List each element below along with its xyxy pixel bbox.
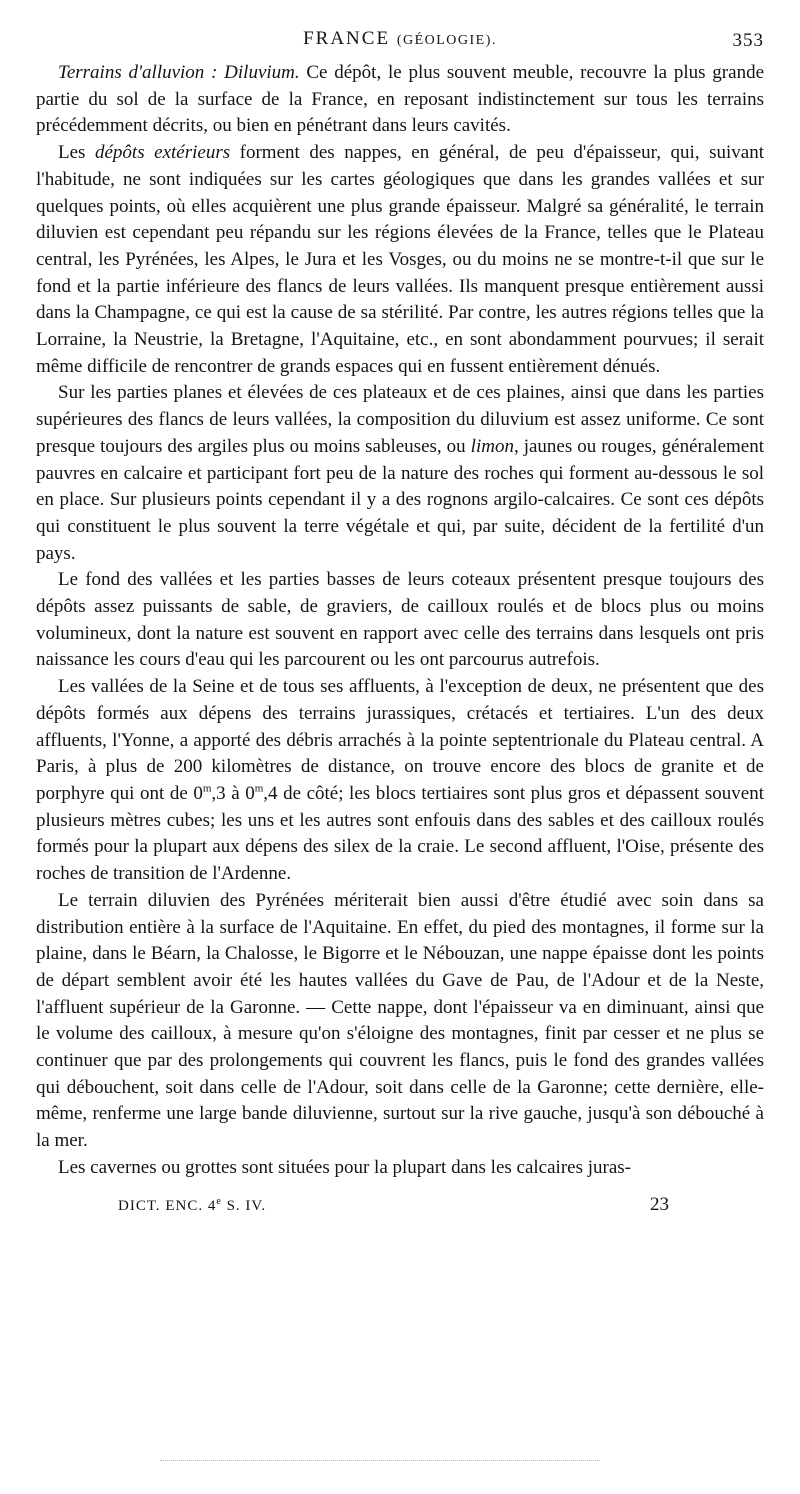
signature-superscript: e: [216, 1195, 222, 1207]
paragraph-text: forment des nappes, en général, de peu d'épaisseur, qui, suivant l'habitude, ne sont indiquées sur les cartes géologiques que dans les grandes vallées et sur quelques points, où elles acquièrent une plus grande épaisseur. Malgré sa généralité, le terrain diluvien est cependant peu répandu sur les régions élevées de la France, telles que le Plateau central, les Pyrénées, les Alpes, le Jura et les Vosges, ou du moins ne se montre-t-il que sur le fond et la partie inférieure des flancs de leurs vallées. Ils manquent presque entièrement aussi dans la Champagne, ce qui est la cause de sa stérilité. Par contre, les autres régions telles que la Lorraine, la Neustrie, la Bretagne, l'Aquitaine, etc., en sont abondamment pourvues; il serait même difficile de rencontrer de grands espaces qui en fussent entièrement dénués.: [36, 142, 764, 377]
unit-superscript: m: [254, 782, 264, 795]
paragraph-text: Le terrain diluvien des Pyrénées mériterait bien aussi d'être étudié avec soin dans sa distribution entière à la surface de l'Aquitaine. En effet, du pied des montagnes, il forme sur la plaine, dans le Béarn, la Chalosse, le Bigorre et le Nébouzan, une nappe épaisse dont les points de départ semblent avoir été les hautes vallées du Gave de Pau, de l'Adour et de la Neste, l'affluent supérieur de la Garonne. — Cette nappe, dont l'épaisseur va en diminuant, ainsi que le volume des cailloux, à mesure qu'on s'éloigne des montagnes, finit par cesser et ne plus se continuer que par des prolongements qui couvrent les flancs, puis le fond des grandes vallées qui débouchent, soit dans celle de l'Adour, soit dans celle de la Garonne; cette dernière, elle-même, renferme une large bande diluvienne, surtout sur la rive gauche, jusqu'à son débouché à la mer.: [36, 889, 764, 1152]
paragraph-text: ,4 de côté; les blocs tertiaires sont plus gros et dépassent souvent plusieurs mètres cubes; les uns et les autres sont enfouis dans des sables et des cailloux roulés formés pour la plupart aux dépens des silex de la craie. Le second affluent, l'Oise, présente des roches de transition de l'Ardenne.: [36, 782, 764, 885]
page-footer: [36, 1194, 764, 1224]
signature-text: S. IV.: [221, 1197, 267, 1214]
unit-superscript: m: [202, 782, 212, 795]
paragraph-pyrenees: [36, 888, 764, 1155]
signature-text: DICT. ENC. 4: [118, 1197, 217, 1214]
paragraph-lead-italic: Terrains d'alluvion : Diluvium.: [58, 62, 300, 83]
running-head: [36, 24, 764, 60]
paragraph-cavernes: [36, 1155, 764, 1182]
paragraph-text: Le fond des vallées et les parties basses de leurs coteaux présentent presque toujours des dépôts assez puissants de sable, de graviers, de cailloux roulés et de blocs plus ou moins volumineux, dont la nature est souvent en rapport avec celle des terrains dans lesquels ont pris naissance les cours d'eau qui les parcourent ou les ont parcourus autrefois.: [36, 569, 764, 671]
signature-number: 23: [650, 1193, 669, 1215]
paragraph-plateaux: [36, 380, 764, 567]
paragraph-fond-des-vallees: [36, 567, 764, 674]
paragraph-text: Sur les parties planes et élevées de ces plateaux et de ces plaines, ainsi que dans les parties supérieures des flancs de leurs vallées, la composition du diluvium est assez uniforme. Ce sont presque toujours des argiles plus ou moins sableuses, ou: [36, 382, 764, 457]
running-title-main: FRANCE: [303, 28, 391, 49]
scan-noise-divider: [160, 1460, 600, 1463]
paragraph-seine: [36, 674, 764, 888]
running-title-subtitle: (GÉOLOGIE).: [396, 33, 497, 48]
paragraph-text: , jaunes ou rouges, généralement pauvres en calcaire et participant fort peu de la nature des roches qui forment au-dessous le sol en place. Sur plusieurs points cependant il y a des rognons argilo-calcaires. Ce sont ces dépôts qui constituent le plus souvent la terre végétale et qui, par suite, décident de la fertilité d'un pays.: [36, 435, 764, 564]
page-number: 353: [732, 30, 764, 51]
printer-signature: [118, 1196, 266, 1215]
paragraph-text: ,3 à 0: [211, 782, 255, 804]
paragraph-depots-exterieurs: [36, 140, 764, 380]
paragraph-text: Les: [58, 142, 95, 164]
document-page: [36, 24, 764, 1224]
paragraph-text: Ce dépôt, le plus souvent meuble, recouvre la plus grande partie du sol de la surface de la France, en reposant indistinctement sur tous les terrains précédemment décrits, ou bien en pénétrant dans leurs cavités.: [36, 62, 764, 137]
paragraph-italic-term: limon: [470, 435, 514, 457]
paragraph-text: Les vallées de la Seine et de tous ses affluents, à l'exception de deux, ne présentent que des dépôts formés aux dépens des terrains jurassiques, crétacés et tertiaires. L'un des deux affluents, l'Yonne, a apporté des débris arrachés à la pointe septentrionale du Plateau central. A Paris, à plus de 200 kilomètres de distance, on trouve encore des blocs de granite et de porphyre qui ont de 0: [36, 676, 764, 804]
paragraph-italic-term: dépôts extérieurs: [94, 142, 231, 164]
running-title: [36, 28, 764, 50]
paragraph-text: Les cavernes ou grottes sont situées pour la plupart dans les calcaires juras-: [58, 1156, 631, 1178]
paragraph-alluvion: [36, 60, 764, 140]
